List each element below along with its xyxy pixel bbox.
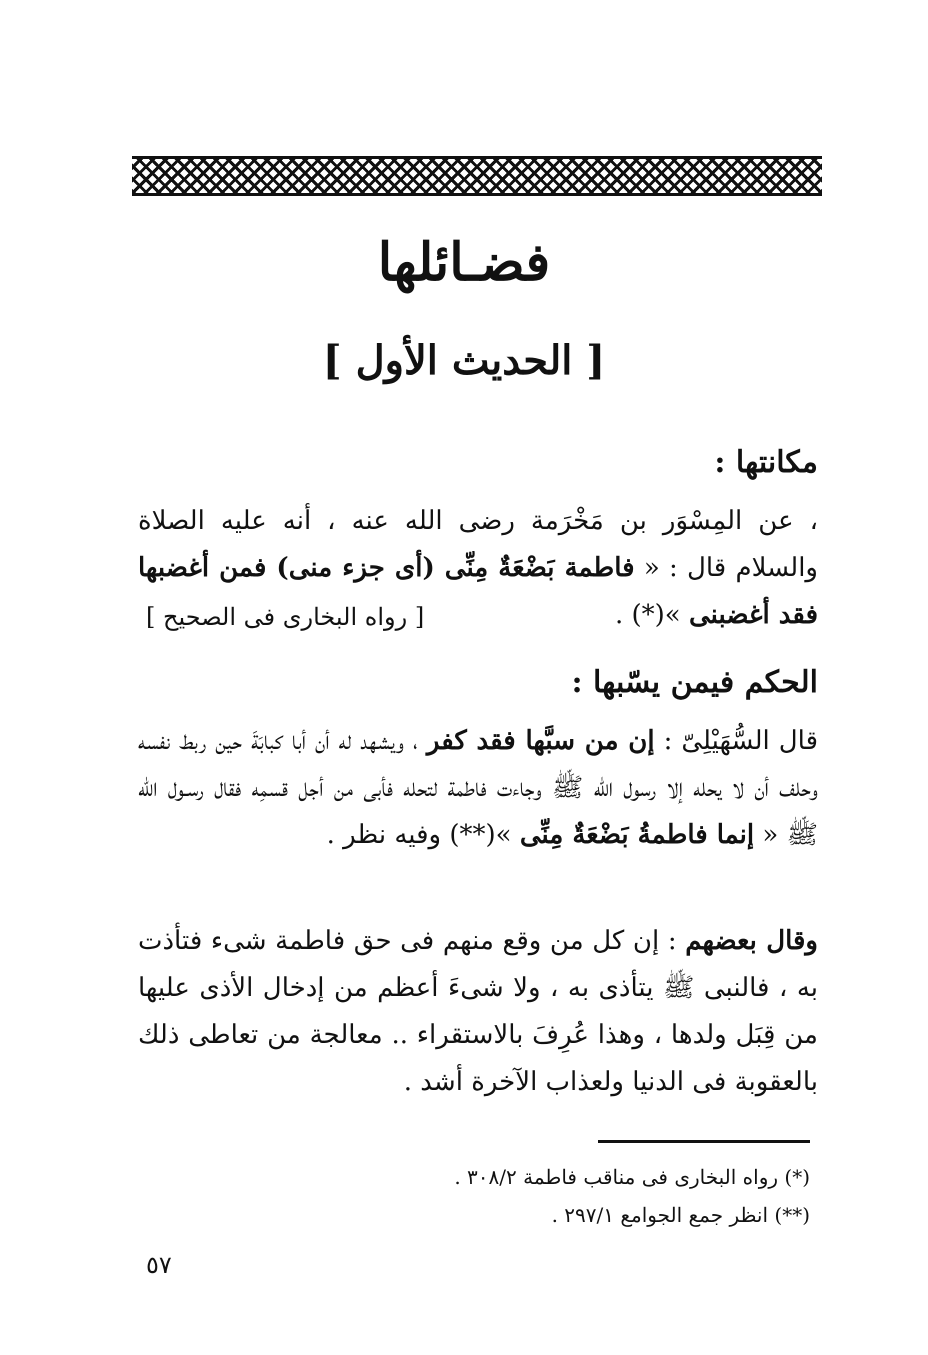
ornamental-border: [132, 156, 822, 196]
ruling-bold-2: إنما فاطمةُ بَضْعَةٌ مِنِّى: [519, 820, 755, 850]
source-reference: [ رواه البخارى فى الصحيح ]: [146, 603, 425, 631]
ruling-bold-1: إن من سبَّها فقد كفر: [426, 726, 655, 756]
others-paragraph: [138, 918, 818, 1106]
ruling-paragraph: [138, 718, 818, 859]
hadith-quote: فاطمة بَضْعَةٌ مِنِّى (أى جزء منى) فمن أغضبها فقد أغضبنى: [138, 553, 818, 630]
ruling-text-1: قال السُّهَيْلِىّ :: [654, 726, 819, 756]
ruling-text-3: »(**) وفيه نظر .: [326, 820, 520, 850]
footnote-2: (**) انظر جمع الجوامع ٢٩٧/١ .: [551, 1203, 810, 1227]
page-number: ٥٧: [146, 1251, 172, 1279]
section-title: [ الحديث الأول ]: [322, 337, 606, 384]
footnote-1: (*) رواه البخارى فى مناقب فاطمة ٣٠٨/٢ .: [454, 1165, 810, 1189]
chapter-title: فضـائلها: [377, 232, 551, 293]
ruling-text-2: ، ويشهد له أن أبا كبابَةَ حين ربط نفسه وحلف أن لا يحله إلا رسول الله ﷺ وجاءت فاطمة لتحله فأبى من أجل قسمِه فقال رسـول الله ﷺ «: [138, 726, 818, 850]
footnote-separator: [598, 1140, 810, 1143]
hadith-footnote-marker: »(*) .: [614, 600, 689, 630]
section-heading-ruling: الحكم فيمن يسّبها :: [571, 665, 818, 700]
section-heading-status: مكانتها :: [714, 445, 818, 480]
hadith-intro-text: ، عن المِسْوَر بن مَخْرَمة رضى الله عنه ، أنه عليه الصلاة والسلام قال : «: [138, 506, 818, 583]
others-text: : إن كل من وقع منهم فى حق فاطمة شىء فتأذت به ، فالنبى ﷺ يتأذى به ، ولا شىءَ أعظم من إدخال الأذى عليها من قِبَل ولدها ، وهذا عُرِفَ بالاستقراء .. معالجة من تعاطى ذلك بالعقوبة فى الدنيا ولعذاب الآخرة أشد .: [138, 926, 818, 1097]
others-lead: وقال بعضهم: [685, 926, 818, 956]
